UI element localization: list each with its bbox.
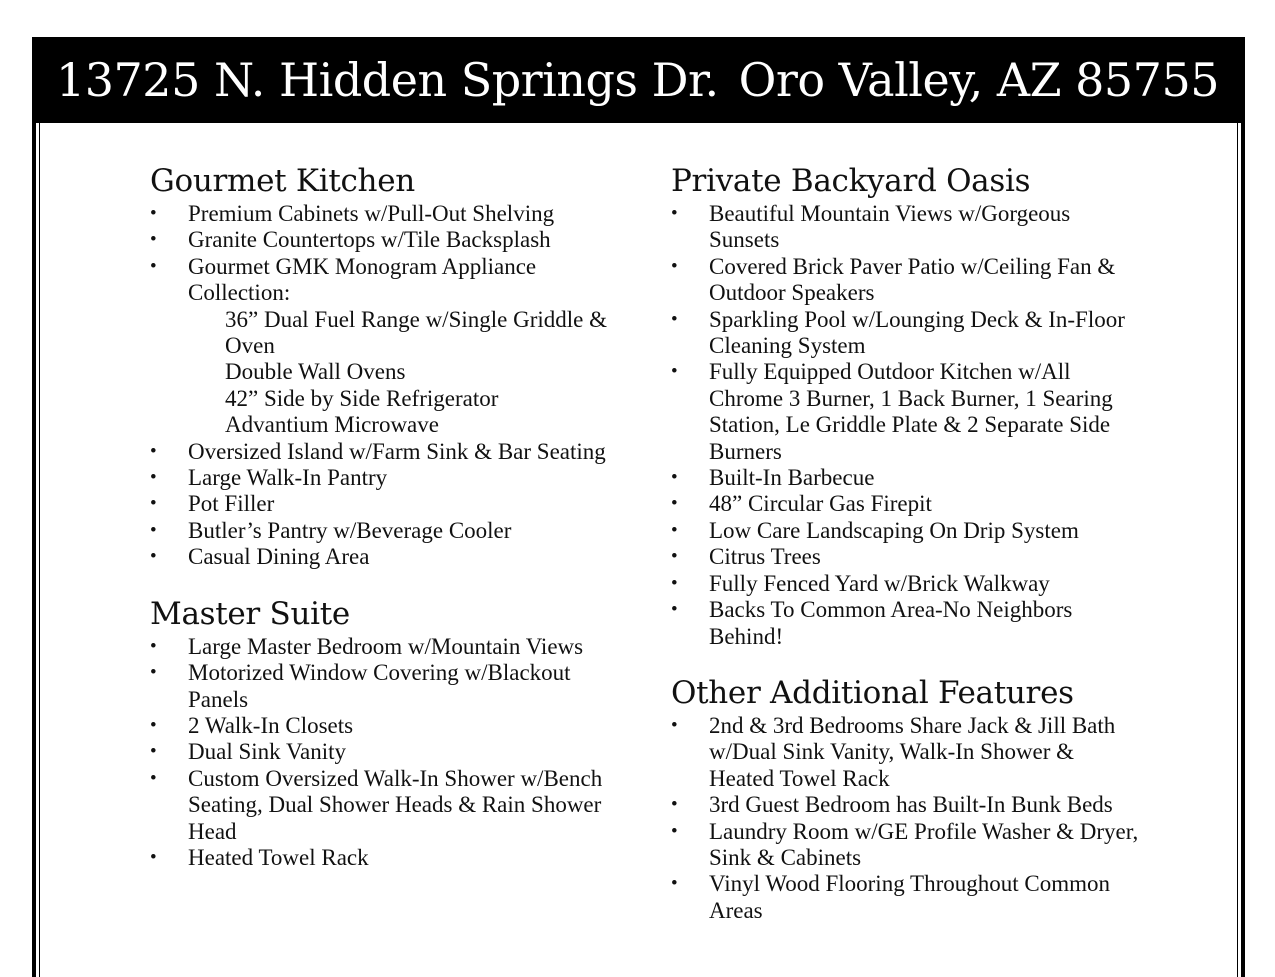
list-item: • Pot Filler — [150, 491, 620, 517]
address-banner — [32, 37, 1245, 123]
feature-list — [671, 713, 1141, 924]
appliance-item: Double Wall Ovens — [225, 359, 406, 385]
right-border-thin — [1237, 123, 1238, 977]
list-item: • Vinyl Wood Flooring Throughout Common Areas — [671, 871, 1141, 924]
feature-list — [150, 634, 620, 872]
left-border-thin — [39, 123, 40, 977]
flyer-page — [32, 37, 1245, 977]
section-title: Gourmet Kitchen — [150, 163, 415, 199]
right-border-thick — [1241, 123, 1245, 977]
section-title: Other Additional Features — [671, 674, 1074, 711]
feature-list — [671, 201, 1141, 650]
list-item: • Motorized Window Covering w/Blackout Panels — [150, 660, 620, 713]
street-address: 13725 N. Hidden Springs Dr. — [56, 53, 719, 107]
list-item: • Backs To Common Area-No Neighbors Behind! — [671, 597, 1141, 650]
list-item: • 3rd Guest Bedroom has Built-In Bunk Beds — [671, 792, 1141, 818]
list-item: • 2nd & 3rd Bedrooms Share Jack & Jill Bath w/Dual Sink Vanity, Walk-In Shower & Heated Towel Rack — [671, 713, 1141, 792]
list-item: • Premium Cabinets w/Pull-Out Shelving — [150, 201, 620, 227]
list-item: • Oversized Island w/Farm Sink & Bar Seating — [150, 439, 620, 465]
feature-list — [150, 201, 620, 571]
appliance-item: 36” Dual Fuel Range w/Single Griddle & Oven — [225, 306, 607, 359]
section-other-features — [671, 673, 1141, 924]
section-gourmet-kitchen — [150, 161, 620, 571]
section-master-suite — [150, 594, 620, 872]
right-column — [671, 161, 1141, 947]
list-item — [150, 254, 620, 439]
appliance-list — [188, 307, 620, 439]
left-border-thick — [32, 123, 36, 977]
left-column — [150, 161, 620, 894]
list-item: • Butler’s Pantry w/Beverage Cooler — [150, 518, 620, 544]
list-item: • Built-In Barbecue — [671, 465, 1141, 491]
list-item: • 48” Circular Gas Firepit — [671, 491, 1141, 517]
list-item: • Covered Brick Paver Patio w/Ceiling Fan & Outdoor Speakers — [671, 254, 1141, 307]
list-item: • Casual Dining Area — [150, 544, 620, 570]
list-item: • 2 Walk-In Closets — [150, 713, 620, 739]
list-item: • Beautiful Mountain Views w/Gorgeous Sunsets — [671, 201, 1141, 254]
city-state-zip: Oro Valley, AZ 85755 — [738, 53, 1219, 107]
appliance-item: 42” Side by Side Refrigerator — [225, 385, 499, 411]
section-title: Private Backyard Oasis — [671, 163, 1031, 199]
list-item-text: Gourmet GMK Monogram Appliance Collection: — [188, 253, 537, 306]
list-item: • Sparkling Pool w/Lounging Deck & In-Floor Cleaning System — [671, 307, 1141, 360]
list-item: • Large Master Bedroom w/Mountain Views — [150, 634, 620, 660]
list-item: • Granite Countertops w/Tile Backsplash — [150, 227, 620, 253]
list-item: • Dual Sink Vanity — [150, 739, 620, 765]
list-item: • Laundry Room w/GE Profile Washer & Dryer, Sink & Cabinets — [671, 819, 1141, 872]
list-item: • Fully Equipped Outdoor Kitchen w/All Chrome 3 Burner, 1 Back Burner, 1 Searing Station, Le Griddle Plate & 2 Separate Side Burners — [671, 359, 1141, 465]
list-item: • Fully Fenced Yard w/Brick Walkway — [671, 571, 1141, 597]
section-backyard — [671, 161, 1141, 650]
section-title: Master Suite — [150, 595, 350, 632]
list-item: • Heated Towel Rack — [150, 845, 620, 871]
list-item: • Custom Oversized Walk-In Shower w/Bench Seating, Dual Shower Heads & Rain Shower Head — [150, 766, 620, 845]
list-item: • Large Walk-In Pantry — [150, 465, 620, 491]
list-item: • Low Care Landscaping On Drip System — [671, 518, 1141, 544]
list-item: • Citrus Trees — [671, 544, 1141, 570]
appliance-item: Advantium Microwave — [225, 412, 439, 438]
